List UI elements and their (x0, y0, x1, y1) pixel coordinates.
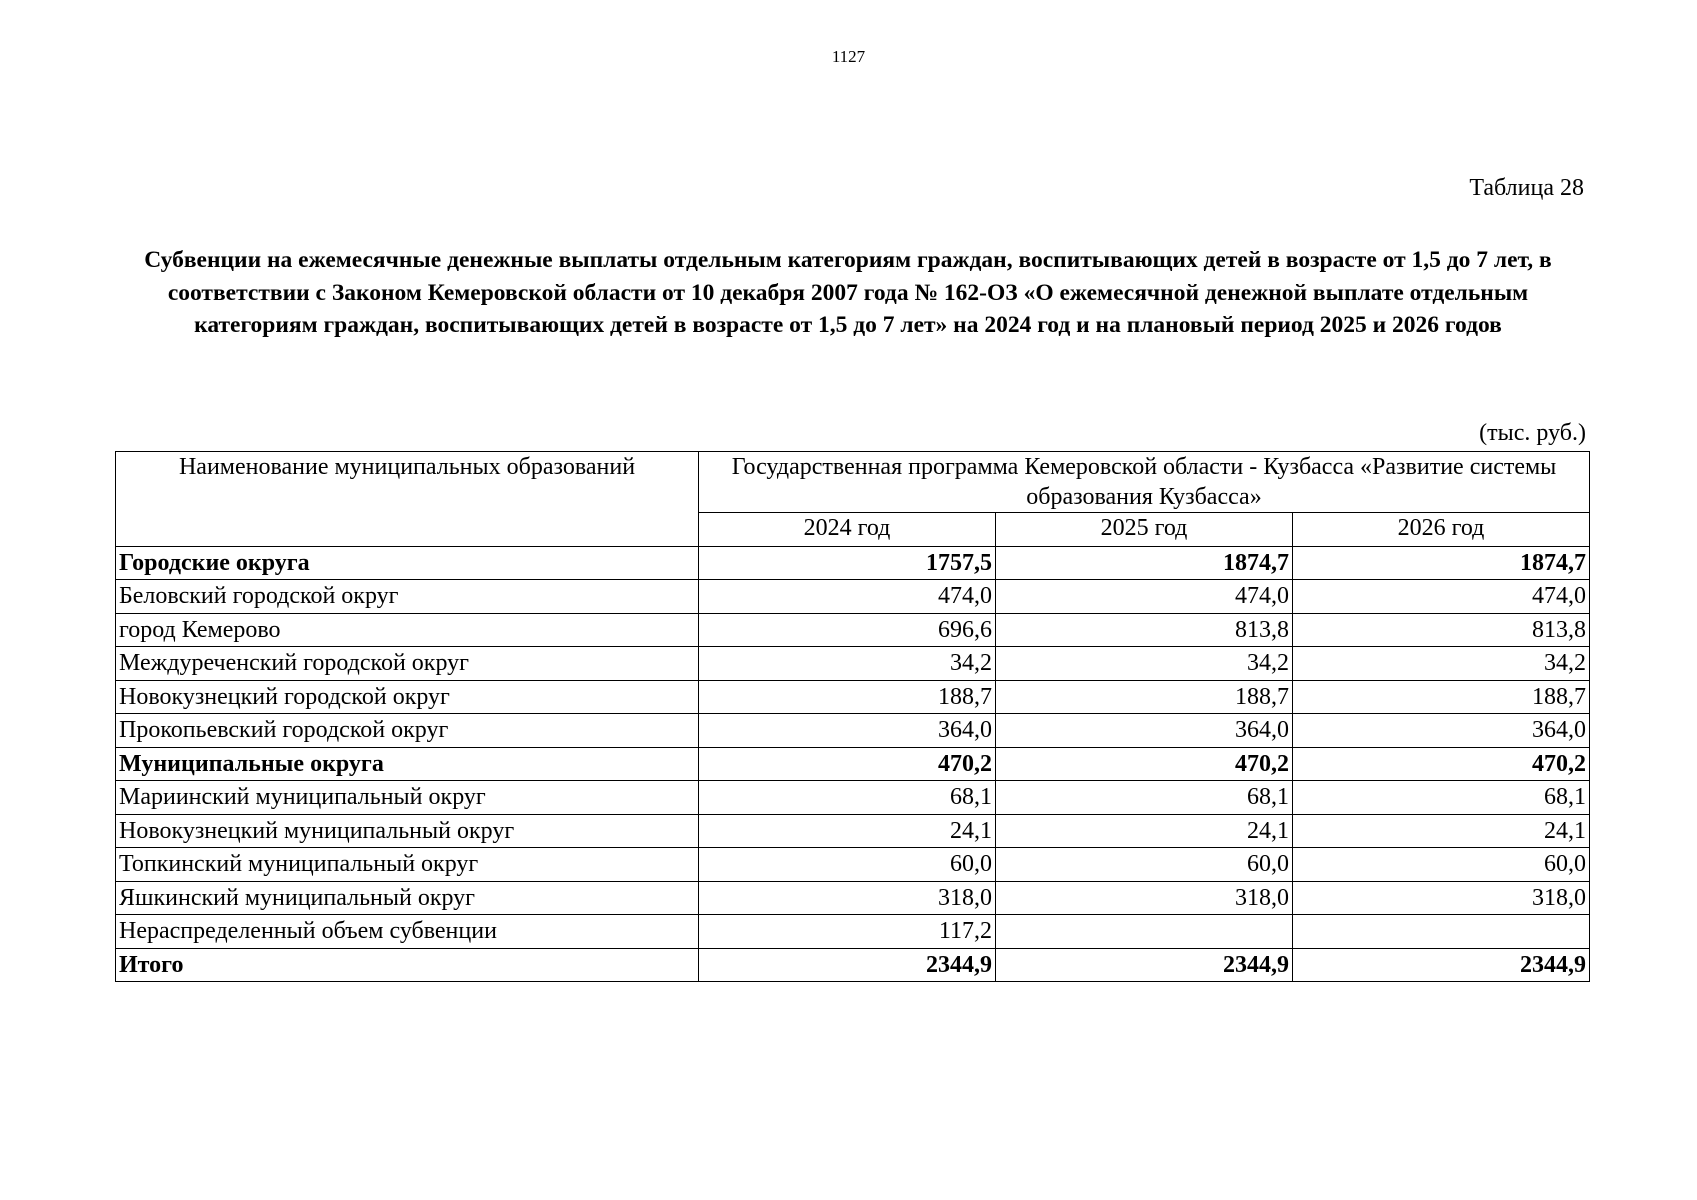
row-value-2025: 2344,9 (996, 948, 1293, 982)
table-row (116, 580, 1590, 614)
row-value-2024: 188,7 (699, 680, 996, 714)
row-value-2025: 474,0 (996, 580, 1293, 614)
row-name-cell: Городские округа (116, 546, 699, 580)
table-header (116, 452, 1590, 547)
row-value-2024: 2344,9 (699, 948, 996, 982)
row-name-cell: Нераспределенный объем субвенции (116, 915, 699, 949)
row-value-2024: 470,2 (699, 747, 996, 781)
row-value-2026: 813,8 (1293, 613, 1590, 647)
table-row (116, 881, 1590, 915)
table-row (116, 714, 1590, 748)
row-value-2026: 2344,9 (1293, 948, 1590, 982)
header-program: Государственная программа Кемеровской области - Кузбасса «Развитие системы образования Кузбасса» (699, 452, 1590, 513)
row-name-cell: Прокопьевский городской округ (116, 714, 699, 748)
row-value-2026: 68,1 (1293, 781, 1590, 815)
units-label: (тыс. руб.) (1479, 420, 1586, 446)
page-number: 1127 (831, 47, 866, 66)
table-label: Таблица 28 (1469, 175, 1584, 201)
row-name-cell: Новокузнецкий городской округ (116, 680, 699, 714)
row-value-2026: 470,2 (1293, 747, 1590, 781)
table-row (116, 781, 1590, 815)
row-value-2024: 68,1 (699, 781, 996, 815)
row-value-2024: 1757,5 (699, 546, 996, 580)
row-name-cell: Беловский городской округ (116, 580, 699, 614)
row-value-2026: 474,0 (1293, 580, 1590, 614)
row-value-2024: 474,0 (699, 580, 996, 614)
row-value-2025: 813,8 (996, 613, 1293, 647)
row-value-2026: 1874,7 (1293, 546, 1590, 580)
row-value-2026: 60,0 (1293, 848, 1590, 882)
row-value-2025: 470,2 (996, 747, 1293, 781)
row-value-2024: 34,2 (699, 647, 996, 681)
row-value-2025: 364,0 (996, 714, 1293, 748)
row-name-cell: Итого (116, 948, 699, 982)
row-name-cell: Мариинский муниципальный округ (116, 781, 699, 815)
header-year-2025: 2025 год (996, 513, 1293, 547)
subvention-table (115, 451, 1590, 982)
row-value-2024: 696,6 (699, 613, 996, 647)
table-row (116, 613, 1590, 647)
row-value-2026: 364,0 (1293, 714, 1590, 748)
document-title: Субвенции на ежемесячные денежные выплаты отдельным категориям граждан, воспитывающих детей в возрасте от 1,5 до 7 лет, в соответствии с Законом Кемеровской области от 10 декабря 2007 года № 162-ОЗ «О ежемесячной денежной выплате отдельным категориям граждан, воспитывающих детей в возрасте от 1,5 до 7 лет» на 2024 год и на плановый период 2025 и 2026 годов (144, 247, 1552, 338)
table-row (116, 915, 1590, 949)
table-body (116, 546, 1590, 982)
table-row (116, 948, 1590, 982)
row-value-2024: 364,0 (699, 714, 996, 748)
header-year-2024: 2024 год (699, 513, 996, 547)
row-value-2024: 24,1 (699, 814, 996, 848)
row-value-2025: 24,1 (996, 814, 1293, 848)
row-name-cell: Новокузнецкий муниципальный округ (116, 814, 699, 848)
table-row (116, 747, 1590, 781)
row-name-cell: Междуреченский городской округ (116, 647, 699, 681)
row-value-2026 (1293, 915, 1590, 949)
row-value-2025: 188,7 (996, 680, 1293, 714)
row-value-2025 (996, 915, 1293, 949)
row-name-cell: Топкинский муниципальный округ (116, 848, 699, 882)
row-name-cell: Муниципальные округа (116, 747, 699, 781)
table-row (116, 647, 1590, 681)
table-row (116, 680, 1590, 714)
table-row (116, 848, 1590, 882)
row-value-2026: 188,7 (1293, 680, 1590, 714)
row-value-2025: 1874,7 (996, 546, 1293, 580)
row-value-2025: 34,2 (996, 647, 1293, 681)
table-row (116, 546, 1590, 580)
row-value-2024: 318,0 (699, 881, 996, 915)
row-name-cell: город Кемерово (116, 613, 699, 647)
row-value-2026: 24,1 (1293, 814, 1590, 848)
table-row (116, 814, 1590, 848)
row-name-cell: Яшкинский муниципальный округ (116, 881, 699, 915)
row-value-2026: 34,2 (1293, 647, 1590, 681)
row-value-2026: 318,0 (1293, 881, 1590, 915)
row-value-2025: 68,1 (996, 781, 1293, 815)
row-value-2025: 60,0 (996, 848, 1293, 882)
row-value-2024: 60,0 (699, 848, 996, 882)
row-value-2025: 318,0 (996, 881, 1293, 915)
header-name-column: Наименование муниципальных образований (116, 452, 699, 547)
row-value-2024: 117,2 (699, 915, 996, 949)
header-year-2026: 2026 год (1293, 513, 1590, 547)
